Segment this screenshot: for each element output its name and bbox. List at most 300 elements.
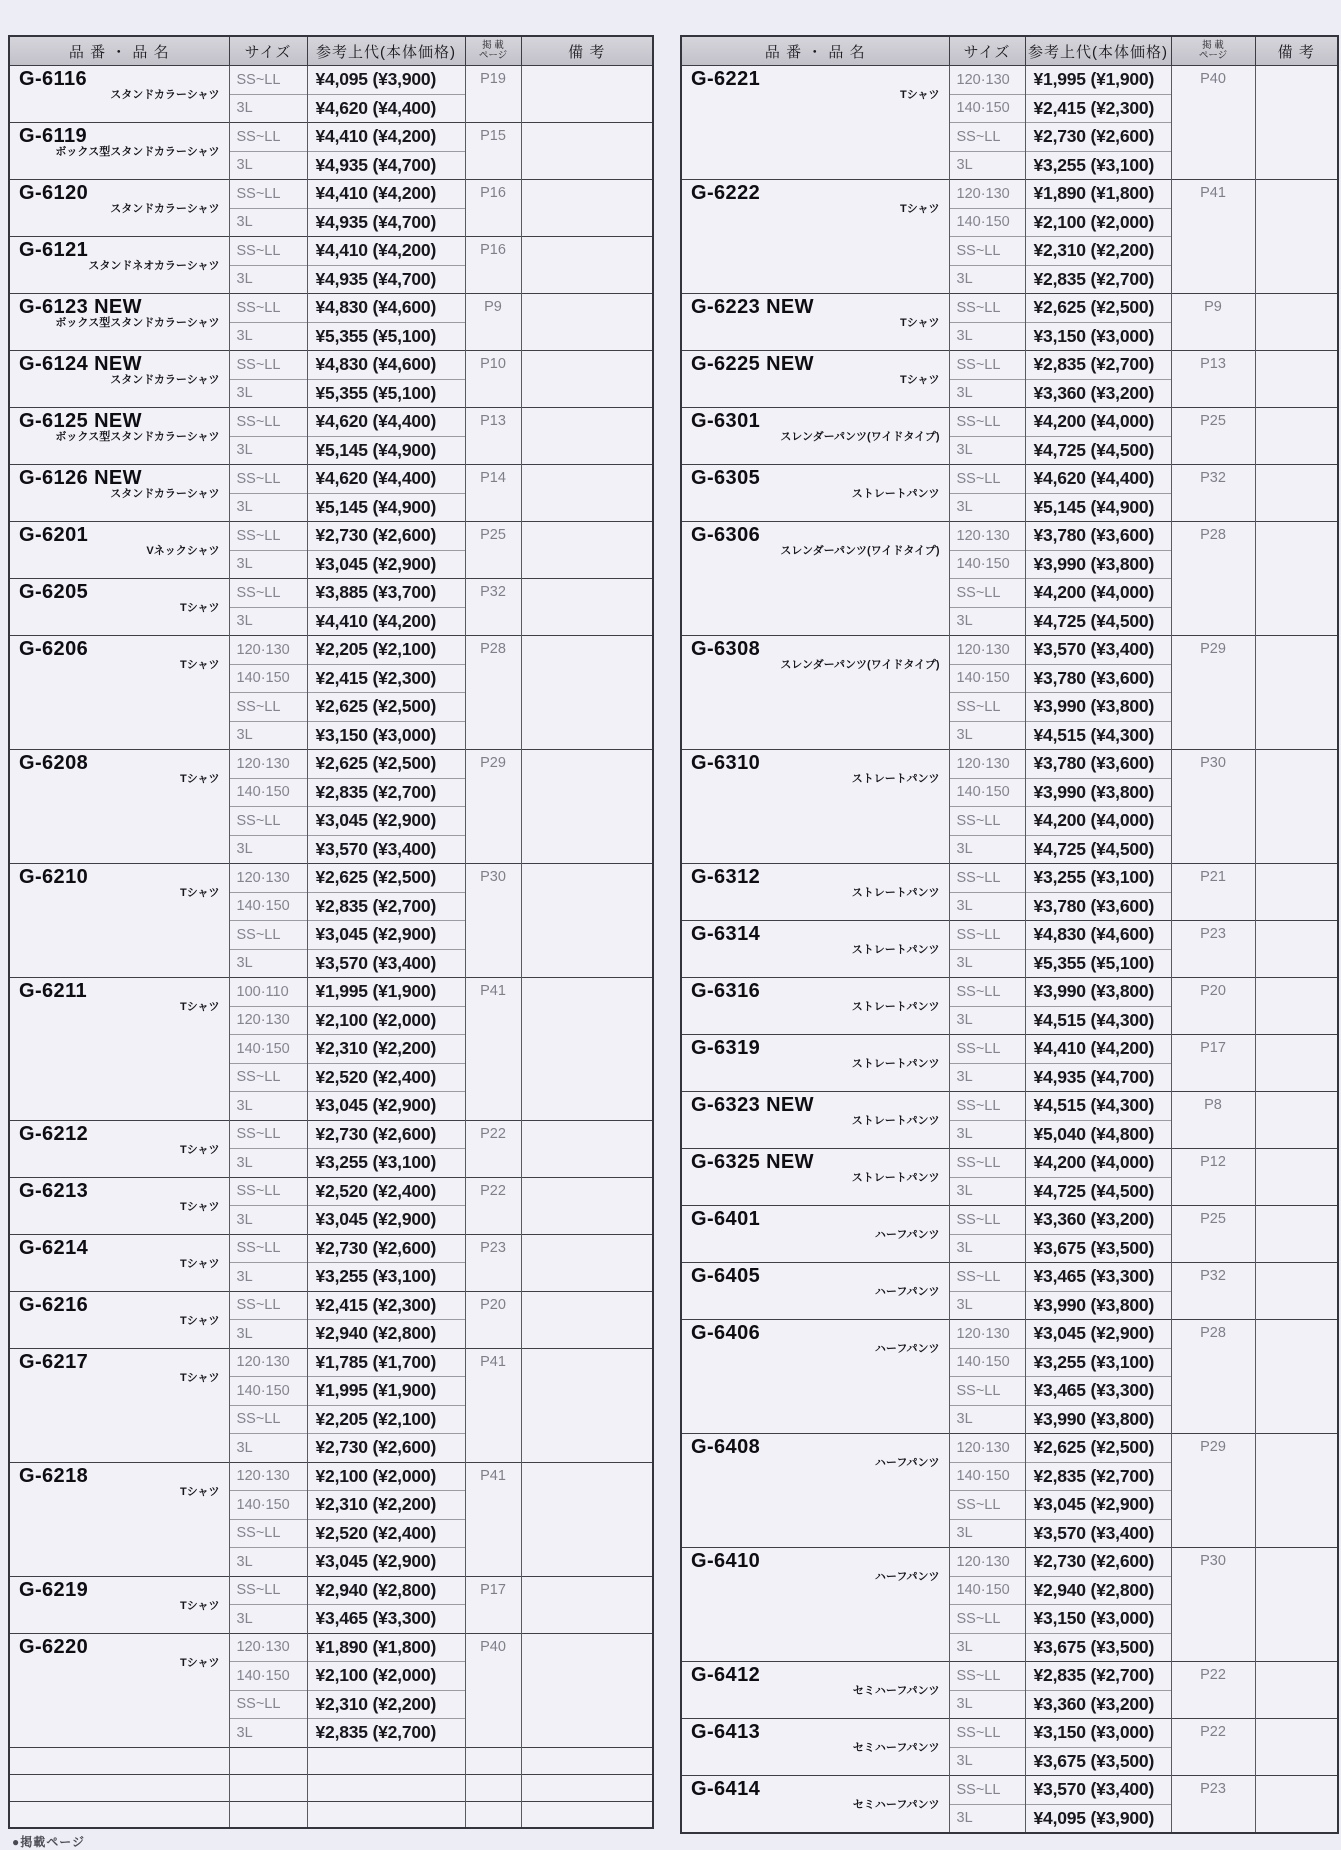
size-cell: 3L: [949, 151, 1025, 180]
product-cell: [9, 465, 229, 522]
size-cell: SS~LL: [229, 1234, 307, 1263]
price-cell: ¥3,990 (¥3,800): [1025, 550, 1171, 579]
size-cell: 3L: [949, 1120, 1025, 1149]
product-name: ストレートパンツ: [851, 773, 940, 786]
page-ref-cell: P32: [465, 579, 521, 636]
product-name: ストレートパンツ: [851, 1001, 940, 1014]
product-name: スレンダーパンツ(ワイドタイプ): [780, 659, 940, 672]
size-cell: 120·130: [949, 1548, 1025, 1577]
page-ref-cell: P23: [1171, 1776, 1255, 1833]
page-ref-cell: P41: [1171, 180, 1255, 294]
price-cell: ¥3,150 (¥3,000): [1025, 1605, 1171, 1634]
price-cell: ¥2,730 (¥2,600): [1025, 123, 1171, 152]
size-cell: 3L: [949, 1234, 1025, 1263]
remarks-cell: [1255, 1206, 1338, 1263]
size-cell: 140·150: [949, 664, 1025, 693]
product-code: G-6125 NEW: [19, 410, 142, 432]
table-row: [681, 921, 1338, 950]
page-ref-cell: P23: [465, 1234, 521, 1291]
page-ref-cell: P14: [465, 465, 521, 522]
remarks-cell: [1255, 1149, 1338, 1206]
table-row: [681, 978, 1338, 1007]
empty-cell: [465, 1801, 521, 1828]
product-cell: [9, 237, 229, 294]
price-cell: ¥3,780 (¥3,600): [1025, 664, 1171, 693]
size-cell: SS~LL: [229, 522, 307, 551]
price-cell: ¥2,100 (¥2,000): [307, 1006, 465, 1035]
price-cell: ¥2,730 (¥2,600): [307, 522, 465, 551]
page-header-line1: 掲 載: [482, 39, 504, 51]
page-ref-cell: P12: [1171, 1149, 1255, 1206]
size-cell: SS~LL: [229, 351, 307, 380]
page-ref-cell: P29: [465, 750, 521, 864]
empty-table-row: [9, 1774, 653, 1801]
product-code: G-6413: [691, 1721, 761, 1743]
page-ref-cell: P32: [1171, 1263, 1255, 1320]
column-header-remarks: 備 考: [521, 36, 653, 66]
size-cell: 140·150: [949, 550, 1025, 579]
remarks-cell: [1255, 294, 1338, 351]
product-cell: [9, 978, 229, 1121]
table-row: [681, 1719, 1338, 1748]
empty-table-row: [9, 1747, 653, 1774]
table-row: [9, 1348, 653, 1377]
size-cell: SS~LL: [229, 807, 307, 836]
price-cell: ¥4,725 (¥4,500): [1025, 436, 1171, 465]
price-cell: ¥2,835 (¥2,700): [307, 778, 465, 807]
product-cell: [9, 1120, 229, 1177]
product-code: G-6316: [691, 980, 761, 1002]
product-name: ストレートパンツ: [851, 944, 940, 957]
remarks-cell: [521, 237, 653, 294]
product-name: Tシャツ: [180, 1200, 220, 1213]
price-table: [680, 35, 1339, 1834]
size-cell: 3L: [229, 1719, 307, 1748]
price-cell: ¥3,990 (¥3,800): [1025, 978, 1171, 1007]
product-code: G-6208: [19, 752, 89, 774]
table-row: [681, 522, 1338, 551]
table-row: [9, 180, 653, 209]
product-cell: [681, 1320, 949, 1434]
page-ref-cell: P41: [465, 1348, 521, 1462]
remarks-cell: [1255, 921, 1338, 978]
remarks-cell: [521, 1633, 653, 1747]
price-cell: ¥4,620 (¥4,400): [307, 465, 465, 494]
price-cell: ¥4,830 (¥4,600): [1025, 921, 1171, 950]
product-cell: [9, 1291, 229, 1348]
price-cell: ¥4,200 (¥4,000): [1025, 408, 1171, 437]
table-row: [9, 294, 653, 323]
table-row: [9, 1120, 653, 1149]
price-cell: ¥2,625 (¥2,500): [307, 750, 465, 779]
size-cell: 3L: [229, 151, 307, 180]
price-cell: ¥2,625 (¥2,500): [307, 864, 465, 893]
size-cell: SS~LL: [949, 237, 1025, 266]
page-header-line2: ページ: [478, 50, 508, 61]
empty-cell: [229, 1747, 307, 1774]
price-cell: ¥3,045 (¥2,900): [307, 1206, 465, 1235]
size-cell: 140·150: [229, 1662, 307, 1691]
price-cell: ¥3,255 (¥3,100): [1025, 1348, 1171, 1377]
size-cell: 3L: [949, 1519, 1025, 1548]
remarks-cell: [521, 579, 653, 636]
size-cell: 3L: [229, 322, 307, 351]
table-row: [681, 750, 1338, 779]
page-ref-cell: P30: [1171, 1548, 1255, 1662]
size-cell: 3L: [949, 607, 1025, 636]
price-cell: ¥3,675 (¥3,500): [1025, 1633, 1171, 1662]
page-ref-cell: P15: [465, 123, 521, 180]
column-header-page: [465, 36, 521, 66]
page-ref-cell: P19: [465, 66, 521, 123]
product-name: スタンドカラーシャツ: [110, 203, 220, 216]
page-ref-cell: P13: [465, 408, 521, 465]
size-cell: 3L: [229, 550, 307, 579]
remarks-cell: [521, 1291, 653, 1348]
price-cell: ¥4,200 (¥4,000): [1025, 807, 1171, 836]
size-cell: SS~LL: [229, 1405, 307, 1434]
size-cell: 3L: [949, 379, 1025, 408]
product-cell: [681, 294, 949, 351]
price-cell: ¥3,675 (¥3,500): [1025, 1234, 1171, 1263]
column-header-price: 参考上代(本体価格): [307, 36, 465, 66]
price-cell: ¥4,725 (¥4,500): [1025, 835, 1171, 864]
page-ref-cell: P16: [465, 237, 521, 294]
product-name: スタンドカラーシャツ: [110, 374, 220, 387]
product-code: G-6301: [691, 410, 761, 432]
product-code: G-6218: [19, 1464, 89, 1487]
table-row: [9, 864, 653, 893]
price-cell: ¥3,885 (¥3,700): [307, 579, 465, 608]
price-cell: ¥3,255 (¥3,100): [1025, 151, 1171, 180]
product-cell: [681, 864, 949, 921]
price-cell: ¥2,730 (¥2,600): [1025, 1548, 1171, 1577]
page-ref-cell: P29: [1171, 1434, 1255, 1548]
page-ref-cell: P30: [1171, 750, 1255, 864]
price-cell: ¥4,620 (¥4,400): [307, 408, 465, 437]
price-table-left: [8, 35, 654, 1834]
product-name: Tシャツ: [900, 374, 940, 387]
size-cell: 140·150: [949, 1348, 1025, 1377]
product-code: G-6222: [691, 182, 761, 204]
price-cell: ¥4,410 (¥4,200): [307, 607, 465, 636]
price-cell: ¥3,675 (¥3,500): [1025, 1747, 1171, 1776]
price-cell: ¥4,830 (¥4,600): [307, 351, 465, 380]
size-cell: 120·130: [949, 522, 1025, 551]
price-cell: ¥3,150 (¥3,000): [307, 721, 465, 750]
remarks-cell: [521, 180, 653, 237]
product-code: G-6210: [19, 866, 89, 888]
price-cell: ¥5,355 (¥5,100): [307, 322, 465, 351]
table-row: [681, 294, 1338, 323]
product-cell: [681, 921, 949, 978]
page-ref-cell: P22: [1171, 1719, 1255, 1776]
size-cell: SS~LL: [949, 294, 1025, 323]
remarks-cell: [1255, 351, 1338, 408]
size-cell: 3L: [229, 607, 307, 636]
empty-cell: [307, 1801, 465, 1828]
size-cell: SS~LL: [949, 1719, 1025, 1748]
size-cell: SS~LL: [949, 978, 1025, 1007]
size-cell: 3L: [949, 1405, 1025, 1434]
price-cell: ¥3,570 (¥3,400): [1025, 636, 1171, 665]
product-cell: [681, 978, 949, 1035]
price-cell: ¥4,095 (¥3,900): [307, 66, 465, 95]
column-header-size: サイズ: [949, 36, 1025, 66]
remarks-cell: [521, 1348, 653, 1462]
product-code: G-6214: [19, 1236, 89, 1259]
size-cell: SS~LL: [949, 807, 1025, 836]
price-cell: ¥3,570 (¥3,400): [307, 949, 465, 978]
size-cell: SS~LL: [229, 237, 307, 266]
size-cell: 3L: [949, 1063, 1025, 1092]
page-ref-cell: P10: [465, 351, 521, 408]
table-row: [681, 1548, 1338, 1577]
size-cell: 120·130: [229, 1462, 307, 1491]
price-cell: ¥3,990 (¥3,800): [1025, 1405, 1171, 1434]
size-cell: 3L: [229, 493, 307, 522]
product-code: G-6412: [691, 1664, 761, 1686]
price-table-right: [680, 35, 1339, 1834]
size-cell: 3L: [949, 322, 1025, 351]
price-cell: ¥3,150 (¥3,000): [1025, 322, 1171, 351]
price-cell: ¥2,415 (¥2,300): [307, 1291, 465, 1320]
table-row: [9, 237, 653, 266]
empty-cell: [229, 1801, 307, 1828]
page-ref-cell: P28: [1171, 1320, 1255, 1434]
product-code: G-6212: [19, 1122, 89, 1145]
size-cell: 140·150: [229, 1491, 307, 1520]
product-name: ストレートパンツ: [851, 488, 940, 501]
size-cell: SS~LL: [949, 1035, 1025, 1064]
product-name: Tシャツ: [180, 602, 220, 615]
size-cell: 120·130: [949, 1434, 1025, 1463]
price-cell: ¥4,935 (¥4,700): [307, 208, 465, 237]
product-cell: [681, 1776, 949, 1833]
price-cell: ¥2,415 (¥2,300): [1025, 94, 1171, 123]
remarks-cell: [1255, 1548, 1338, 1662]
product-code: G-6126 NEW: [19, 467, 142, 489]
price-cell: ¥4,935 (¥4,700): [307, 265, 465, 294]
size-cell: 3L: [229, 265, 307, 294]
size-cell: 140·150: [949, 778, 1025, 807]
product-code: G-6312: [691, 866, 761, 888]
size-cell: 3L: [229, 949, 307, 978]
column-header-page: [1171, 36, 1255, 66]
price-cell: ¥4,725 (¥4,500): [1025, 1177, 1171, 1206]
product-cell: [681, 1206, 949, 1263]
size-cell: SS~LL: [949, 1149, 1025, 1178]
page-ref-cell: P22: [465, 1177, 521, 1234]
page-ref-cell: P17: [465, 1576, 521, 1633]
price-cell: ¥3,990 (¥3,800): [1025, 1291, 1171, 1320]
product-name: ボックス型スタンドカラーシャツ: [55, 146, 220, 159]
product-name: Tシャツ: [180, 773, 220, 786]
price-cell: ¥3,570 (¥3,400): [307, 835, 465, 864]
price-cell: ¥2,940 (¥2,800): [307, 1320, 465, 1349]
table-row: [9, 750, 653, 779]
price-cell: ¥2,310 (¥2,200): [307, 1690, 465, 1719]
product-name: Tシャツ: [900, 89, 940, 102]
size-cell: 140·150: [949, 1576, 1025, 1605]
product-cell: [9, 750, 229, 864]
table-row: [681, 351, 1338, 380]
price-cell: ¥4,935 (¥4,700): [307, 151, 465, 180]
size-cell: 3L: [949, 265, 1025, 294]
remarks-cell: [521, 351, 653, 408]
remarks-cell: [1255, 1434, 1338, 1548]
price-cell: ¥3,780 (¥3,600): [1025, 750, 1171, 779]
product-name: ハーフパンツ: [874, 1286, 940, 1299]
product-cell: [9, 408, 229, 465]
size-cell: 3L: [229, 1548, 307, 1577]
price-cell: ¥1,995 (¥1,900): [307, 1377, 465, 1406]
price-cell: ¥4,410 (¥4,200): [307, 123, 465, 152]
size-cell: SS~LL: [229, 180, 307, 209]
remarks-cell: [1255, 978, 1338, 1035]
empty-cell: [307, 1774, 465, 1801]
size-cell: 140·150: [229, 1035, 307, 1064]
remarks-cell: [1255, 1035, 1338, 1092]
size-cell: 3L: [229, 208, 307, 237]
size-cell: 140·150: [229, 664, 307, 693]
size-cell: 3L: [949, 835, 1025, 864]
page-ref-cell: P23: [1171, 921, 1255, 978]
table-row: [681, 408, 1338, 437]
price-cell: ¥3,465 (¥3,300): [1025, 1377, 1171, 1406]
price-cell: ¥4,515 (¥4,300): [1025, 1006, 1171, 1035]
table-row: [9, 351, 653, 380]
size-cell: 120·130: [229, 864, 307, 893]
product-code: G-6201: [19, 524, 89, 546]
size-cell: SS~LL: [229, 294, 307, 323]
remarks-cell: [1255, 1776, 1338, 1833]
product-code: G-6220: [19, 1635, 89, 1658]
page-ref-cell: P20: [465, 1291, 521, 1348]
page-ref-cell: P17: [1171, 1035, 1255, 1092]
remarks-cell: [1255, 1719, 1338, 1776]
empty-cell: [307, 1747, 465, 1774]
table-row: [681, 1035, 1338, 1064]
size-cell: SS~LL: [229, 1519, 307, 1548]
size-cell: SS~LL: [949, 1263, 1025, 1292]
table-row: [9, 1234, 653, 1263]
page-ref-cell: P9: [1171, 294, 1255, 351]
price-cell: ¥2,835 (¥2,700): [307, 892, 465, 921]
product-code: G-6120: [19, 182, 89, 204]
price-cell: ¥1,890 (¥1,800): [307, 1633, 465, 1662]
remarks-cell: [1255, 465, 1338, 522]
size-cell: 3L: [229, 379, 307, 408]
price-cell: ¥4,410 (¥4,200): [1025, 1035, 1171, 1064]
price-cell: ¥4,515 (¥4,300): [1025, 721, 1171, 750]
product-cell: [681, 636, 949, 750]
empty-cell: [9, 1801, 229, 1828]
price-cell: ¥2,730 (¥2,600): [307, 1234, 465, 1263]
table-row: [681, 180, 1338, 209]
table-row: [9, 408, 653, 437]
product-name: Tシャツ: [180, 887, 220, 900]
product-name: ハーフパンツ: [874, 1457, 940, 1470]
price-cell: ¥2,625 (¥2,500): [1025, 294, 1171, 323]
product-code: G-6121: [19, 239, 89, 261]
column-header-price: 参考上代(本体価格): [1025, 36, 1171, 66]
table-row: [681, 1320, 1338, 1349]
price-cell: ¥2,205 (¥2,100): [307, 1405, 465, 1434]
remarks-cell: [521, 1576, 653, 1633]
price-cell: ¥5,145 (¥4,900): [307, 493, 465, 522]
size-cell: 3L: [949, 1177, 1025, 1206]
size-cell: SS~LL: [949, 579, 1025, 608]
price-cell: ¥2,730 (¥2,600): [307, 1434, 465, 1463]
price-cell: ¥3,780 (¥3,600): [1025, 892, 1171, 921]
price-cell: ¥4,515 (¥4,300): [1025, 1092, 1171, 1121]
price-cell: ¥2,415 (¥2,300): [307, 664, 465, 693]
size-cell: 3L: [949, 1291, 1025, 1320]
size-cell: 3L: [229, 94, 307, 123]
price-cell: ¥4,410 (¥4,200): [307, 237, 465, 266]
empty-cell: [9, 1774, 229, 1801]
page-ref-cell: P21: [1171, 864, 1255, 921]
size-cell: 120·130: [229, 1006, 307, 1035]
table-row: [681, 66, 1338, 95]
product-code: G-6408: [691, 1436, 761, 1458]
product-cell: [9, 1177, 229, 1234]
product-cell: [9, 1633, 229, 1747]
empty-cell: [521, 1801, 653, 1828]
size-cell: SS~LL: [949, 1605, 1025, 1634]
product-cell: [9, 294, 229, 351]
product-name: Tシャツ: [900, 203, 940, 216]
product-code: G-6305: [691, 467, 761, 489]
product-name: セミハーフパンツ: [852, 1685, 940, 1698]
size-cell: 140·150: [229, 1377, 307, 1406]
column-header-remarks: 備 考: [1255, 36, 1338, 66]
price-cell: ¥2,310 (¥2,200): [307, 1035, 465, 1064]
product-name: セミハーフパンツ: [852, 1799, 940, 1812]
price-cell: ¥2,205 (¥2,100): [307, 636, 465, 665]
empty-cell: [465, 1774, 521, 1801]
page-ref-cell: P22: [1171, 1662, 1255, 1719]
product-name: Tシャツ: [900, 317, 940, 330]
remarks-cell: [521, 522, 653, 579]
product-code: G-6116: [19, 68, 88, 90]
size-cell: SS~LL: [229, 465, 307, 494]
size-cell: 140·150: [949, 1462, 1025, 1491]
size-cell: 3L: [229, 721, 307, 750]
size-cell: SS~LL: [949, 1377, 1025, 1406]
remarks-cell: [521, 750, 653, 864]
remarks-cell: [521, 1120, 653, 1177]
product-cell: [681, 408, 949, 465]
price-cell: ¥2,520 (¥2,400): [307, 1519, 465, 1548]
price-cell: ¥2,520 (¥2,400): [307, 1063, 465, 1092]
table-row: [9, 1462, 653, 1491]
table-row: [681, 1434, 1338, 1463]
page-ref-cell: P22: [465, 1120, 521, 1177]
size-cell: 3L: [949, 1690, 1025, 1719]
price-cell: ¥3,990 (¥3,800): [1025, 693, 1171, 722]
price-cell: ¥2,625 (¥2,500): [307, 693, 465, 722]
empty-cell: [465, 1747, 521, 1774]
price-cell: ¥4,830 (¥4,600): [307, 294, 465, 323]
product-name: セミハーフパンツ: [852, 1742, 940, 1755]
product-name: Tシャツ: [180, 1656, 220, 1669]
page-ref-cell: P28: [465, 636, 521, 750]
remarks-cell: [1255, 636, 1338, 750]
product-cell: [9, 1234, 229, 1291]
product-name: Tシャツ: [180, 659, 220, 672]
